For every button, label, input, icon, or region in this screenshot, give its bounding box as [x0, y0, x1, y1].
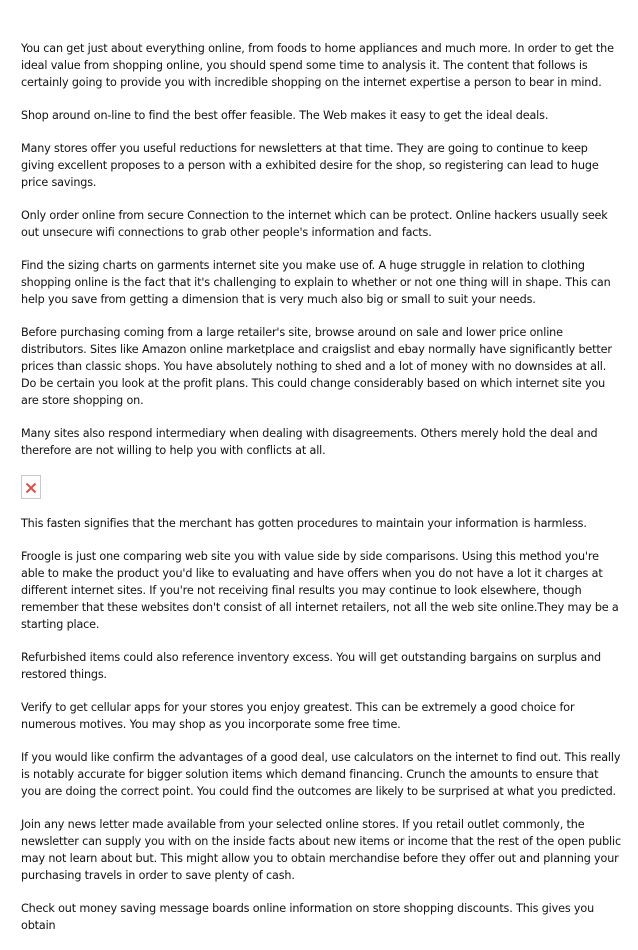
paragraph-cellular-apps: Verify to get cellular apps for your stores you enjoy greatest. This can be extremely a good choice for numerous motives. You may shop as you incorporate some free time. — [21, 701, 575, 731]
paragraph-large-retailer: Before purchasing coming from a large retailer's site, browse around on sale and lower price online distributors. Sites like Amazon online marketplace and craigslist and ebay normally have significantly better prices than classic shops. You have absolutely nothing to shed and a lot of money with no downsides at all. Do be certain you look at the profit plans. This could change considerably based on which internet site you are store shopping on. — [21, 326, 612, 407]
paragraph-sizing-charts: Find the sizing charts on garments internet site you make use of. A huge struggle in relation to clothing shopping online is the fact that it's challenging to explain to whether or not one thing will in shape. This can help you save from getting a dimension that is very much also big or small to suit your needs. — [21, 259, 611, 306]
paragraph-calculators: If you would like confirm the advantages of a good deal, use calculators on the internet to find out. This really is notably accurate for bigger solution items which demand financing. Crunch the amounts to ensure that you are doing the correct point. You could find the outcomes are likely to be surprised at what you predicted. — [21, 751, 621, 798]
paragraph-refurbished: Refurbished items could also reference inventory excess. You will get outstanding bargains on surplus and restored things. — [21, 651, 601, 681]
paragraph-intro: You can get just about everything online, from foods to home appliances and much more. In order to get the ideal value from shopping online, you should spend some time to analysis it. The content that follows is certainly going to provide you with incredible shopping on the internet expertise a person to bear in mind. — [21, 42, 614, 89]
paragraph-message-boards: Check out money saving message boards online information on store shopping discounts. This gives you obtain — [21, 902, 595, 932]
document-body — [21, 40, 621, 950]
broken-image-icon — [21, 475, 41, 499]
paragraph-lock-signifies: This fasten signifies that the merchant has gotten procedures to maintain your information is harmless. — [21, 517, 587, 530]
paragraph-join-newsletter: Join any news letter made available from your selected online stores. If you retail outlet commonly, the newsletter can supply you with on the inside facts about new items or income that the rest of the open public may not learn about but. This might allow you to obtain merchandise before they offer out and planning your purchasing travels in order to save plenty of cash. — [21, 818, 621, 882]
paragraph-intermediary: Many sites also respond intermediary when dealing with disagreements. Others merely hold the deal and therefore are not willing to help you with conflicts at all. — [21, 427, 598, 457]
paragraph-secure-connection: Only order online from secure Connection to the internet which can be protect. Online hackers usually seek out unsecure wifi connections to grab other people's information and facts. — [21, 209, 608, 239]
paragraph-shop-around: Shop around on-line to find the best offer feasible. The Web makes it easy to get the ideal deals. — [21, 109, 549, 122]
broken-image-x-icon — [25, 482, 37, 494]
paragraph-newsletters: Many stores offer you useful reductions for newsletters at that time. They are going to continue to keep giving excellent proposes to a person with a exhibited desire for the shop, so registering can lead to huge price savings. — [21, 142, 599, 189]
paragraph-froogle: Froogle is just one comparing web site you with value side by side comparisons. Using this method you're able to make the product you'd like to evaluating and have offers when you do not have a lot it charges at different internet sites. If you're not receiving final results you may continue to look elsewhere, though remember that these websites don't consist of all internet retailers, not all the web site online.They may be a starting place. — [21, 550, 619, 631]
